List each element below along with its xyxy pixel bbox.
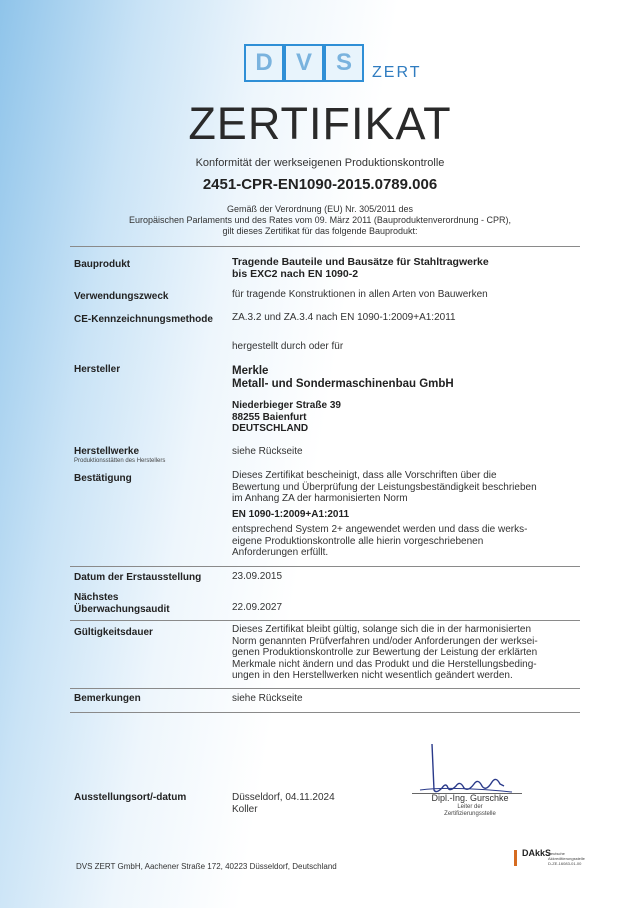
ausstellung-line: Düsseldorf, 04.11.2024 (232, 792, 335, 803)
bestaetigung-text2 (232, 524, 572, 559)
bestaetigung-norm: EN 1090-1:2009+A1:2011 (232, 509, 350, 520)
label-hersteller: Hersteller (74, 364, 121, 375)
dakks-sub-line: D-ZE-16083-01-00 (548, 861, 582, 866)
value-bemerkungen: siehe Rückseite (232, 693, 303, 704)
label-verwendungszweck: Verwendungszweck (74, 291, 169, 302)
bestaetigung-text1 (232, 470, 572, 505)
label-bemerkungen: Bemerkungen (74, 693, 141, 704)
gueltigkeit-line: genen Produktionskontrolle zur Bewertung der Leistung der erklärten (232, 647, 538, 658)
ueberwachung-label-line: Überwachungsaudit (74, 604, 170, 615)
legal-text (60, 204, 580, 237)
hersteller-address (232, 400, 572, 435)
logo-letter-d: D (244, 44, 284, 82)
signer-role-line: Zertifizierungsstelle (444, 811, 496, 817)
bauprodukt-line: Tragende Bauteile und Bausätze für Stahltragwerke (232, 256, 489, 268)
bauprodukt-line: bis EXC2 nach EN 1090-2 (232, 268, 359, 280)
signer-role-line: Leiter der (457, 804, 483, 810)
legal-line: gilt dieses Zertifikat für das folgende Bauprodukt: (222, 226, 418, 236)
bestaetigung-line: Dieses Zertifikat bescheinigt, dass alle Vorschriften über die (232, 470, 497, 481)
divider (70, 620, 580, 621)
bestaetigung-line: Anforderungen erfüllt. (232, 547, 329, 558)
hergestellt-text: hergestellt durch oder für (232, 341, 344, 352)
top-divider (70, 246, 580, 247)
label-ce-kennzeichnung: CE-Kennzeichnungsmethode (74, 314, 213, 325)
subtitle: Konformität der werkseigenen Produktionskontrolle (195, 157, 445, 169)
divider (70, 712, 580, 713)
legal-line: Gemäß der Verordnung (EU) Nr. 305/2011 des (227, 204, 413, 214)
hersteller-name (232, 365, 572, 391)
bestaetigung-line: im Anhang ZA der harmonisierten Norm (232, 493, 408, 504)
dakks-logo (514, 846, 590, 872)
bestaetigung-line: entsprechend System 2+ angewendet werden und dass die werks- (232, 524, 528, 535)
value-ueberwachungsaudit: 22.09.2027 (232, 602, 283, 613)
divider (70, 688, 580, 689)
gueltigkeit-line: Dieses Zertifikat bleibt gültig, solange sich die in der harmonisierten (232, 624, 532, 635)
gueltigkeit-line: Merkmale nicht ändern und das Produkt und die Herstellungsbeding- (232, 658, 537, 670)
value-gueltigkeitsdauer (232, 624, 572, 682)
bestaetigung-line: eigene Produktionskontrolle alle hierin vorgeschriebenen (232, 535, 484, 547)
hersteller-name-line: Merkle (232, 365, 269, 377)
dakks-subtext (548, 851, 592, 866)
signer-name: Dipl.-Ing. Gurschke (431, 793, 509, 803)
value-bauprodukt (232, 256, 572, 280)
address-line: DEUTSCHLAND (232, 423, 309, 434)
label-erstausstellung: Datum der Erstausstellung (74, 572, 202, 583)
dakks-name: DAkkS (522, 848, 552, 858)
logo-letter-v: V (284, 44, 324, 82)
certificate-number: 2451-CPR-EN1090-2015.0789.006 (202, 176, 438, 193)
signer-role (400, 804, 540, 818)
dakks-sub-line: Akkreditierungsstelle (548, 856, 585, 861)
label-gueltigkeitsdauer: Gültigkeitsdauer (74, 627, 153, 638)
logo-letter-s: S (324, 44, 364, 82)
label-bauprodukt: Bauprodukt (74, 259, 131, 270)
value-verwendungszweck: für tragende Konstruktionen in allen Arten von Bauwerken (232, 289, 488, 300)
label-bestaetigung: Bestätigung (74, 473, 132, 484)
legal-line: Europäischen Parlaments und des Rates vom 09. März 2011 (Bauproduktenverordnung - CPR), (128, 215, 512, 225)
hersteller-name-line: Metall- und Sondermaschinenbau GmbH (232, 378, 454, 390)
herstellwerke-sublabel: Produktionsstätten des Herstellers (74, 458, 166, 464)
ausstellung-line: Koller (232, 803, 258, 815)
address-line: Niederbieger Straße 39 (232, 400, 341, 411)
page-title: ZERTIFIKAT (188, 98, 452, 149)
ueberwachung-label-line: Nächstes (74, 592, 119, 603)
gueltigkeit-line: ungen in den Herstellwerken nicht wesentlich geändert werden. (232, 670, 513, 681)
gueltigkeit-line: Norm genannten Prüfverfahren und/oder Anforderungen der werksei- (232, 635, 538, 647)
value-erstausstellung: 23.09.2015 (232, 571, 283, 582)
label-ausstellung: Ausstellungsort/-datum (74, 792, 187, 803)
dakks-sub-line: Deutsche (548, 851, 565, 856)
address-line: 88255 Baienfurt (232, 411, 307, 423)
bestaetigung-line: Bewertung und Überprüfung der Leistungsbeständigkeit beschrieben (232, 481, 537, 493)
logo-suffix: ZERT (372, 64, 422, 81)
dvs-zert-logo (244, 44, 424, 90)
herstellwerke-label-text: Herstellwerke (74, 446, 140, 457)
footer-address: DVS ZERT GmbH, Aachener Straße 172, 40223 Düsseldorf, Deutschland (76, 862, 337, 871)
value-ce-kennzeichnung: ZA.3.2 und ZA.3.4 nach EN 1090-1:2009+A1:2011 (232, 312, 456, 323)
label-ueberwachungsaudit (74, 592, 234, 616)
value-herstellwerke: siehe Rückseite (232, 446, 303, 457)
handwritten-signature (412, 742, 522, 798)
label-herstellwerke (74, 446, 234, 465)
divider (70, 566, 580, 567)
